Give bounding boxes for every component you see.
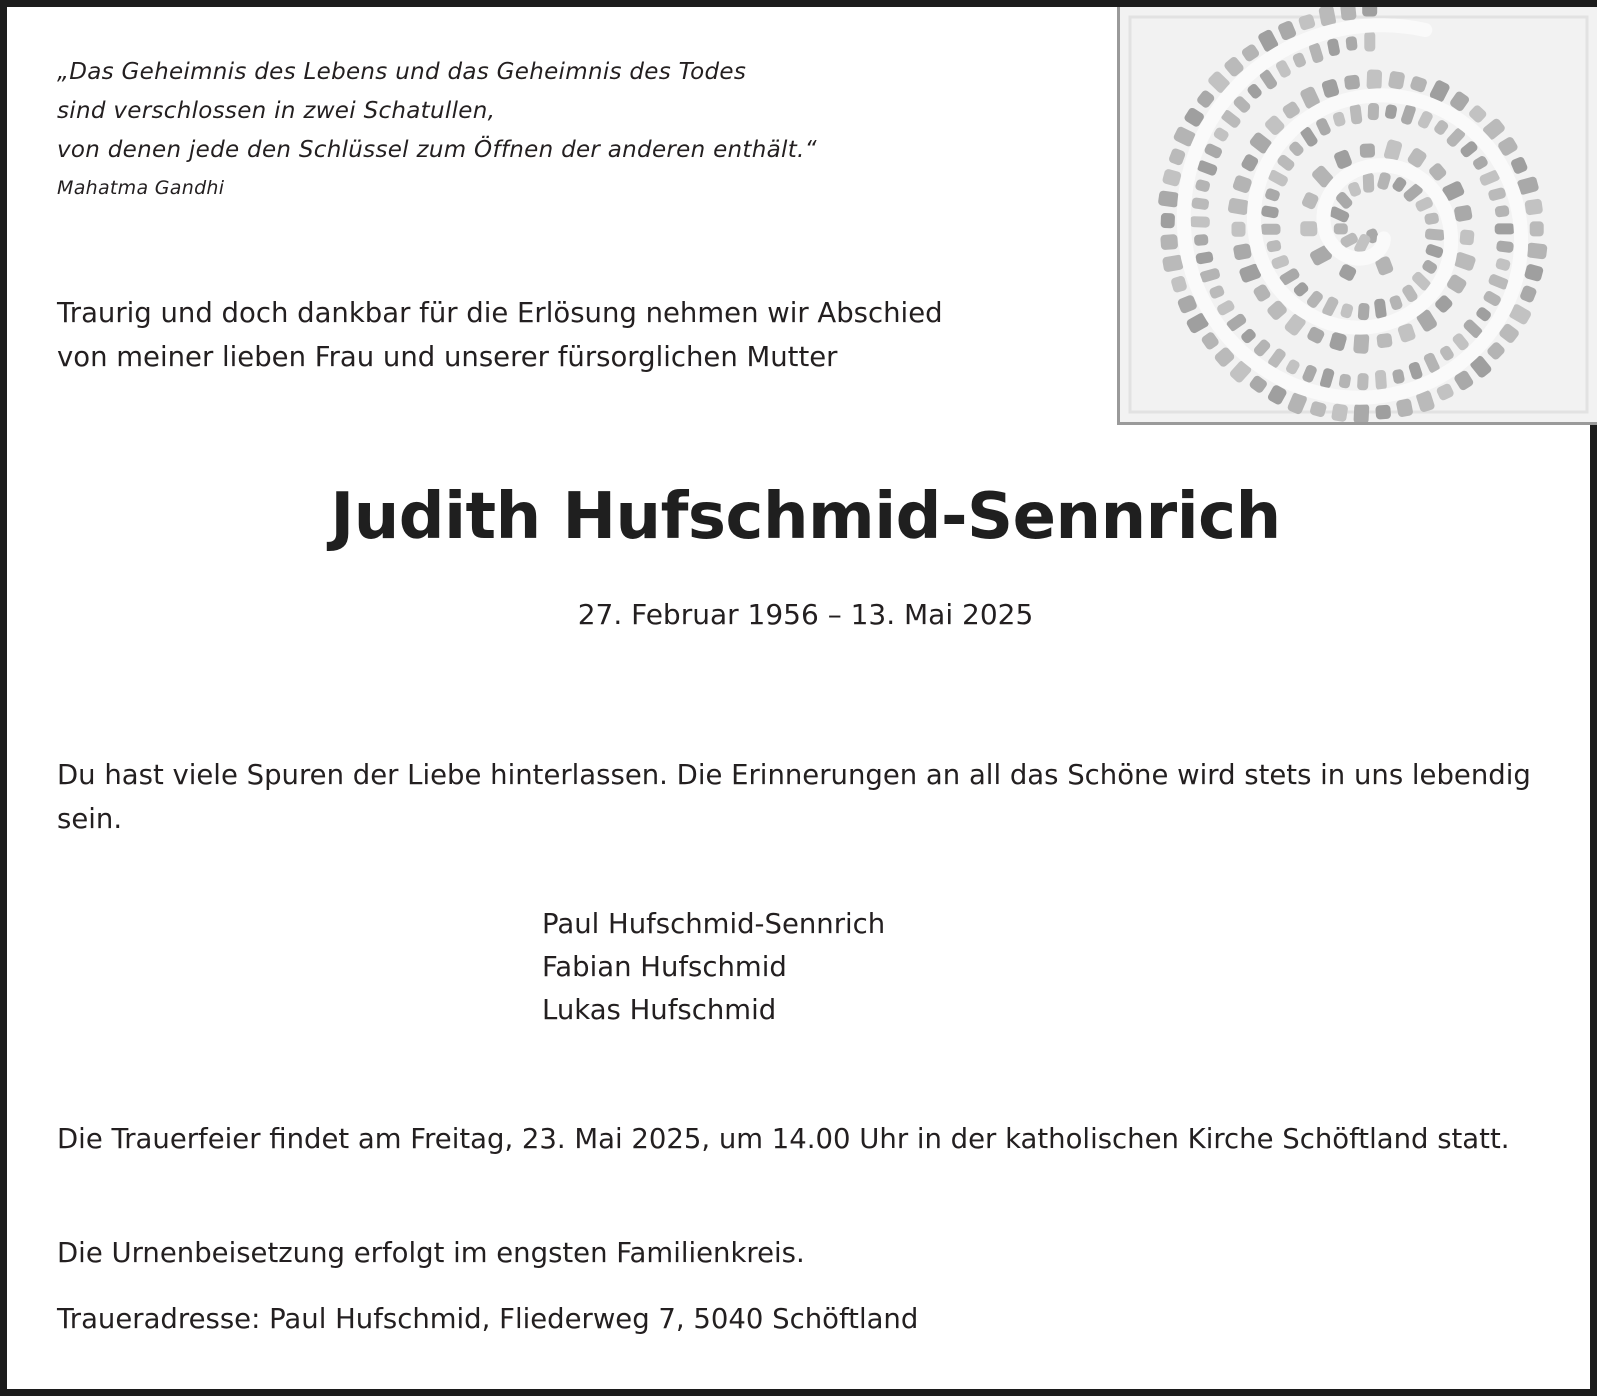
mosaic-tile (1161, 213, 1176, 228)
mosaic-tile (1331, 403, 1348, 422)
quote-block (57, 53, 817, 206)
mosaic-tile (1233, 243, 1252, 261)
mourner-name: Fabian Hufschmid (542, 951, 787, 983)
mosaic-tile (1194, 234, 1209, 246)
mosaic-tile (1232, 222, 1246, 237)
mosaic-tile (1376, 333, 1393, 349)
mosaic-tile (1334, 223, 1348, 234)
quote-line: „Das Geheimnis des Lebens und das Geheimnis des Todes (57, 59, 747, 85)
spiral-mosaic-graphic (1120, 7, 1597, 422)
mosaic-tile (1158, 190, 1180, 208)
mosaic-tile (1160, 234, 1178, 250)
deceased-name: Judith Hufschmid-Sennrich (330, 480, 1281, 554)
mosaic-tile (1375, 370, 1387, 391)
mosaic-tile (1362, 7, 1377, 17)
mosaic-tile (1261, 224, 1281, 235)
mourner-name: Paul Hufschmid-Sennrich (542, 908, 886, 940)
mosaic-tile (1459, 229, 1474, 245)
mosaic-tile (1344, 74, 1361, 90)
mosaic-tile (1530, 221, 1544, 236)
mosaic-tile (1366, 69, 1382, 90)
burial-text: Die Urnenbeisetzung erfolgt im engsten Familienkreis. (57, 1237, 805, 1269)
quote-author: Mahatma Gandhi (57, 177, 225, 199)
mourners-list (542, 903, 885, 1032)
mosaic-tile (1364, 32, 1375, 52)
mosaic-tile (1345, 36, 1357, 51)
legacy-text: Du hast viele Spuren der Liebe hinterlassen. Die Erinnerungen an all das Schöne wird stets in uns lebendig sein. (57, 759, 1531, 835)
mosaic-tile (1300, 221, 1317, 236)
mosaic-tile (1524, 198, 1543, 215)
mosaic-tile (1388, 71, 1406, 90)
intro-line: von meiner lieben Frau und unserer fürsorglichen Mutter (57, 341, 838, 373)
mosaic-tile (1375, 405, 1391, 420)
address-text: Traueradresse: Paul Hufschmid, Fliederweg 7, 5040 Schöftland (57, 1303, 919, 1335)
mosaic-tile (1190, 216, 1210, 228)
mosaic-tile (1368, 103, 1380, 120)
spiral-mosaic-image (1117, 7, 1597, 425)
mosaic-tile (1358, 303, 1370, 321)
mosaic-tile (1357, 373, 1369, 391)
mosaic-tile (1495, 223, 1515, 234)
mosaic-tile (1526, 242, 1548, 259)
mosaic-tile (1363, 172, 1375, 192)
quote-line: sind verschlossen in zwei Schatullen, (57, 98, 496, 124)
mosaic-tile (1454, 205, 1473, 223)
mosaic-tile (1340, 7, 1357, 21)
mosaic-tile (1353, 333, 1369, 354)
intro-text (57, 291, 943, 379)
quote-line: von denen jede den Schlüssel zum Öffnen der anderen enthält.“ (57, 137, 817, 163)
mosaic-tile (1425, 228, 1446, 241)
mosaic-tile (1360, 143, 1375, 158)
life-dates: 27. Februar 1956 – 13. Mai 2025 (577, 598, 1034, 631)
mourner-name: Lukas Hufschmid (542, 994, 777, 1026)
mosaic-tile (1496, 240, 1514, 253)
mosaic-tile (1353, 403, 1369, 422)
intro-line: Traurig und doch dankbar für die Erlösung nehmen wir Abschied (57, 297, 943, 329)
ceremony-text: Die Trauerfeier findet am Freitag, 23. Mai 2025, um 14.00 Uhr in der katholischen Kirche Schöftland statt. (57, 1123, 1510, 1155)
